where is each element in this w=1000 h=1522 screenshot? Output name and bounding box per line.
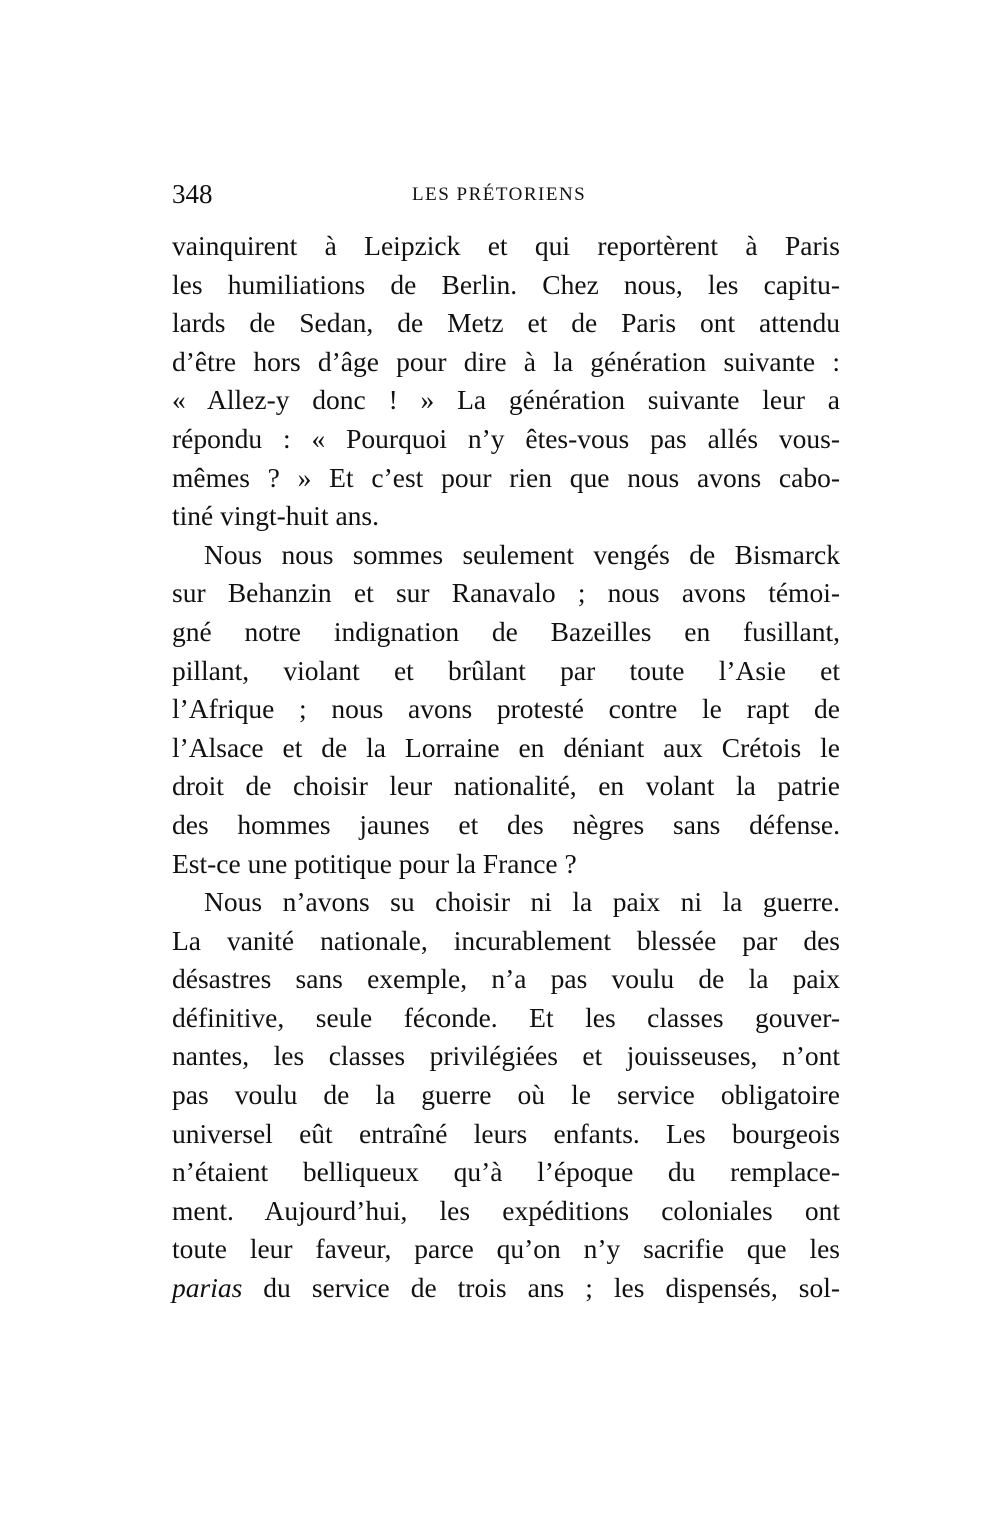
text-line-last	[172, 1269, 840, 1308]
text-line: désastres sans exemple, n’a pas voulu de la paix	[172, 963, 840, 995]
text-line: tiné vingt-huit ans.	[172, 500, 379, 532]
text-line: pas voulu de la guerre où le service obligatoire	[172, 1079, 840, 1111]
text-line: Est-ce une potitique pour la France ?	[172, 847, 577, 879]
text-line: des hommes jaunes et des nègres sans défense.	[172, 808, 840, 840]
text-line: vainquirent à Leipzick et qui reportèrent à Paris	[172, 230, 840, 261]
body-text	[172, 227, 840, 1308]
running-head	[172, 176, 840, 212]
paragraph-start-line: Nous n’avons su choisir ni la paix ni la guerre.	[204, 886, 840, 918]
text-line: les humiliations de Berlin. Chez nous, les capitu-	[172, 268, 840, 300]
text-line: sur Behanzin et sur Ranavalo ; nous avons témoi-	[172, 577, 840, 609]
italic-word: parias	[172, 1272, 243, 1304]
text-line: droit de choisir leur nationalité, en volant la patrie	[172, 770, 840, 802]
paragraph-start-line: Nous nous sommes seulement vengés de Bismarck	[204, 538, 840, 570]
text-line: « Allez-y donc ! » La génération suivante leur a	[172, 384, 840, 416]
text-line: l’Afrique ; nous avons protesté contre le rapt de	[172, 693, 840, 725]
text-line: mêmes ? » Et c’est pour rien que nous avons cabo-	[172, 461, 840, 493]
text-line: lards de Sedan, de Metz et de Paris ont attendu	[172, 307, 840, 339]
text-line: l’Alsace et de la Lorraine en déniant aux Crétois le	[172, 731, 840, 763]
text-line: n’étaient belliqueux qu’à l’époque du remplace-	[172, 1156, 840, 1188]
text-line: toute leur faveur, parce qu’on n’y sacrifie que les	[172, 1233, 840, 1265]
text-line: ment. Aujourd’hui, les expéditions coloniales ont	[172, 1194, 840, 1226]
text-line-rest: du service de trois ans ; les dispensés, sol-	[242, 1272, 840, 1304]
text-line: répondu : « Pourquoi n’y êtes-vous pas allés vous-	[172, 422, 840, 454]
text-line: universel eût entraîné leurs enfants. Les bourgeois	[172, 1117, 840, 1149]
text-line: pillant, violant et brûlant par toute l’Asie et	[172, 654, 840, 686]
text-line: d’être hors d’âge pour dire à la génération suivante :	[172, 345, 840, 377]
text-line: nantes, les classes privilégiées et jouisseuses, n’ont	[172, 1040, 840, 1072]
running-title: LES PRÉTORIENS	[412, 184, 587, 205]
page-number: 348	[172, 179, 213, 209]
text-line: gné notre indignation de Bazeilles en fusillant,	[172, 615, 840, 647]
text-line: définitive, seule féconde. Et les classes gouver-	[172, 1001, 840, 1033]
text-line: La vanité nationale, incurablement blessée par des	[172, 924, 840, 956]
